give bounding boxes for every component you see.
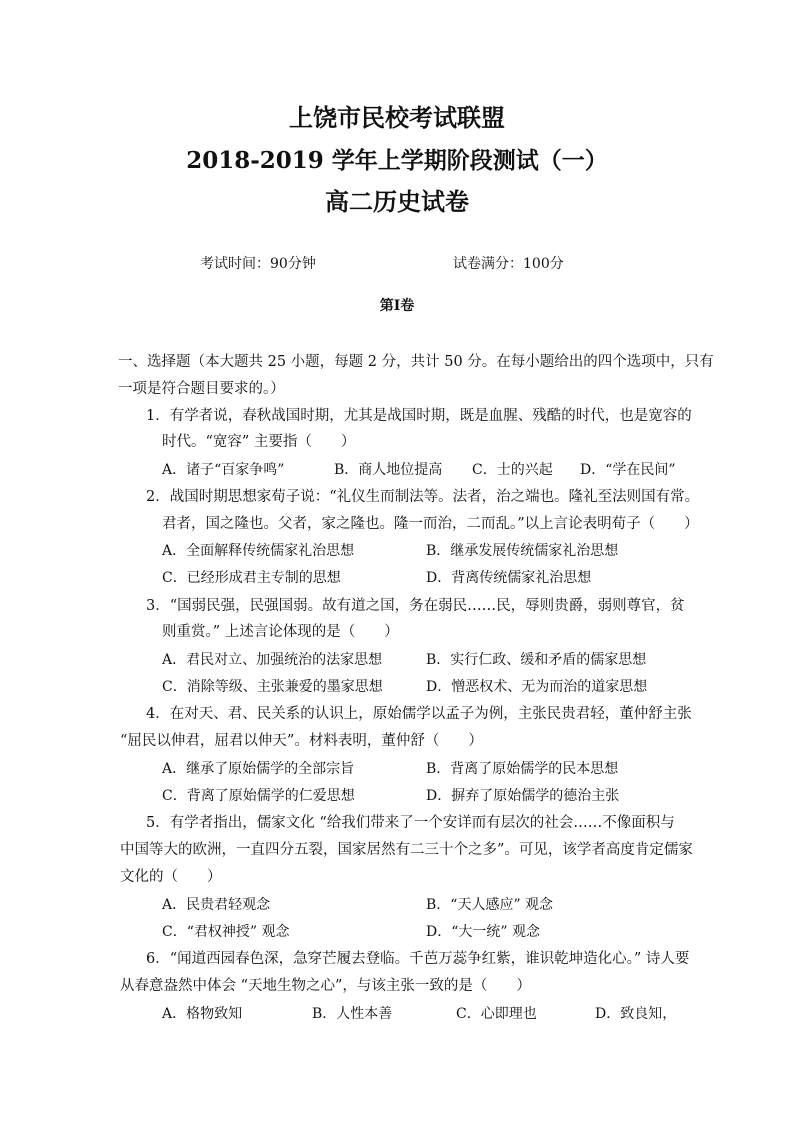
question-4-options-row-1	[162, 759, 662, 779]
question-5-option-d: D．“大一统” 观念	[426, 924, 540, 940]
question-5-option-a: A．民贵君轻观念	[162, 897, 271, 913]
question-1-option-a: A．诸子“百家争鸣”	[162, 462, 285, 478]
question-4-option-b: B．背离了原始儒学的民本思想	[426, 761, 619, 777]
question-1-line-1: 1．有学者说，春秋战国时期，尤其是战国时期，既是血腥、残酷的时代，也是宽容的	[146, 408, 692, 424]
question-4-option-c: C．背离了原始儒学的仁爱思想	[162, 788, 355, 804]
question-1-option-d: D．“学在民间”	[580, 462, 676, 478]
question-5-line-1: 5．有学者指出，儒家文化 “给我们带来了一个安详而有层次的社会……不像面积与	[146, 815, 675, 831]
question-2-option-c: C．已经形成君主专制的思想	[162, 570, 341, 586]
question-6-option-b: B．人性本善	[312, 1006, 393, 1022]
question-3-line-2: 则重赏。” 上述言论体现的是（ ）	[162, 624, 399, 640]
question-1-option-b: B．商人地位提高	[334, 462, 443, 478]
question-5-option-c: C．“君权神授” 观念	[162, 924, 290, 940]
volume-heading: 第Ⅰ卷	[379, 298, 415, 314]
question-2-line-1: 2．战国时期思想家荀子说：“礼仪生而制法等。法者，治之端也。隆礼至法则国有常。	[146, 489, 700, 505]
question-2-line-2: 君者，国之隆也。父者，家之隆也。隆一而治，二而乱。”以上言论表明荀子（ ）	[162, 516, 699, 532]
section-intro-line-2: 一项是符合题目要求的。）	[118, 381, 285, 397]
question-1-line-2: 时代。“宽容” 主要指（ ）	[162, 434, 356, 450]
question-4-option-d: D．摒弃了原始儒学的德治主张	[426, 788, 620, 804]
exam-subject-title: 高二历史试卷	[325, 187, 469, 216]
question-4-line-2: “屈民以伸君，屈君以伸天”。材料表明，董仲舒（ ）	[120, 733, 483, 749]
question-3-option-d: D．憎恶权术、无为而治的道家思想	[426, 679, 648, 695]
question-4-line-1: 4．在对天、君、民关系的认识上，原始儒学以孟子为例，主张民贵君轻，董仲舒主张	[146, 706, 692, 722]
exam-term-title: 2018-2019 学年上学期阶段测试（一）	[186, 147, 608, 174]
question-5-options-row-2	[162, 922, 662, 942]
section-intro-line-1: 一、选择题（本大题共 25 小题，每题 2 分，共计 50 分。在每小题给出的四个选项中，只有	[118, 354, 714, 370]
question-2-options-row-2	[162, 568, 662, 588]
question-1-option-c: C．士的兴起	[472, 462, 553, 478]
question-4-option-a: A．继承了原始儒学的全部宗旨	[162, 761, 355, 777]
question-2-options-row-1	[162, 541, 662, 561]
question-2-option-d: D．背离传统儒家礼治思想	[426, 570, 592, 586]
question-2-option-b: B．继承发展传统儒家礼治思想	[426, 543, 619, 559]
question-1-options	[162, 460, 702, 480]
question-5-line-2: 中国等大的欧洲，一直四分五裂，国家居然有二三十个之多”。可见，该学者高度肯定儒家	[120, 842, 693, 858]
question-3-options-row-2	[162, 677, 662, 697]
question-6-options	[162, 1004, 682, 1024]
question-4-options-row-2	[162, 786, 662, 806]
exam-time: 考试时间：90分钟	[200, 256, 316, 272]
question-2-option-a: A．全面解释传统儒家礼治思想	[162, 543, 355, 559]
exam-full-score: 试卷满分：100分	[453, 256, 564, 272]
question-3-option-b: B．实行仁政、缓和矛盾的儒家思想	[426, 652, 647, 668]
question-6-line-1: 6．“闻道西园春色深，急穿芒履去登临。千芭万蕊争红紫，谁识乾坤造化心。” 诗人要	[146, 951, 690, 967]
question-3-option-c: C．消除等级、主张兼爱的墨家思想	[162, 679, 383, 695]
question-3-option-a: A．君民对立、加强统治的法家思想	[162, 652, 383, 668]
question-5-option-b: B．“天人感应” 观念	[426, 897, 554, 913]
question-6-line-2: 从春意盎然中体会 “天地生物之心”，与该主张一致的是（ ）	[120, 978, 531, 994]
exam-organization-title: 上饶市民校考试联盟	[289, 103, 505, 132]
question-6-option-d: D．致良知，	[595, 1006, 677, 1022]
question-5-line-3: 文化的（ ）	[120, 869, 222, 885]
question-6-option-a: A．格物致知	[162, 1006, 243, 1022]
question-3-options-row-1	[162, 650, 662, 670]
question-6-option-c: C．心即理也	[456, 1006, 537, 1022]
question-3-line-1: 3．“国弱民强，民强国弱。故有道之国，务在弱民……民，辱则贵爵，弱则尊官，贫	[146, 598, 685, 614]
question-5-options-row-1	[162, 895, 662, 915]
